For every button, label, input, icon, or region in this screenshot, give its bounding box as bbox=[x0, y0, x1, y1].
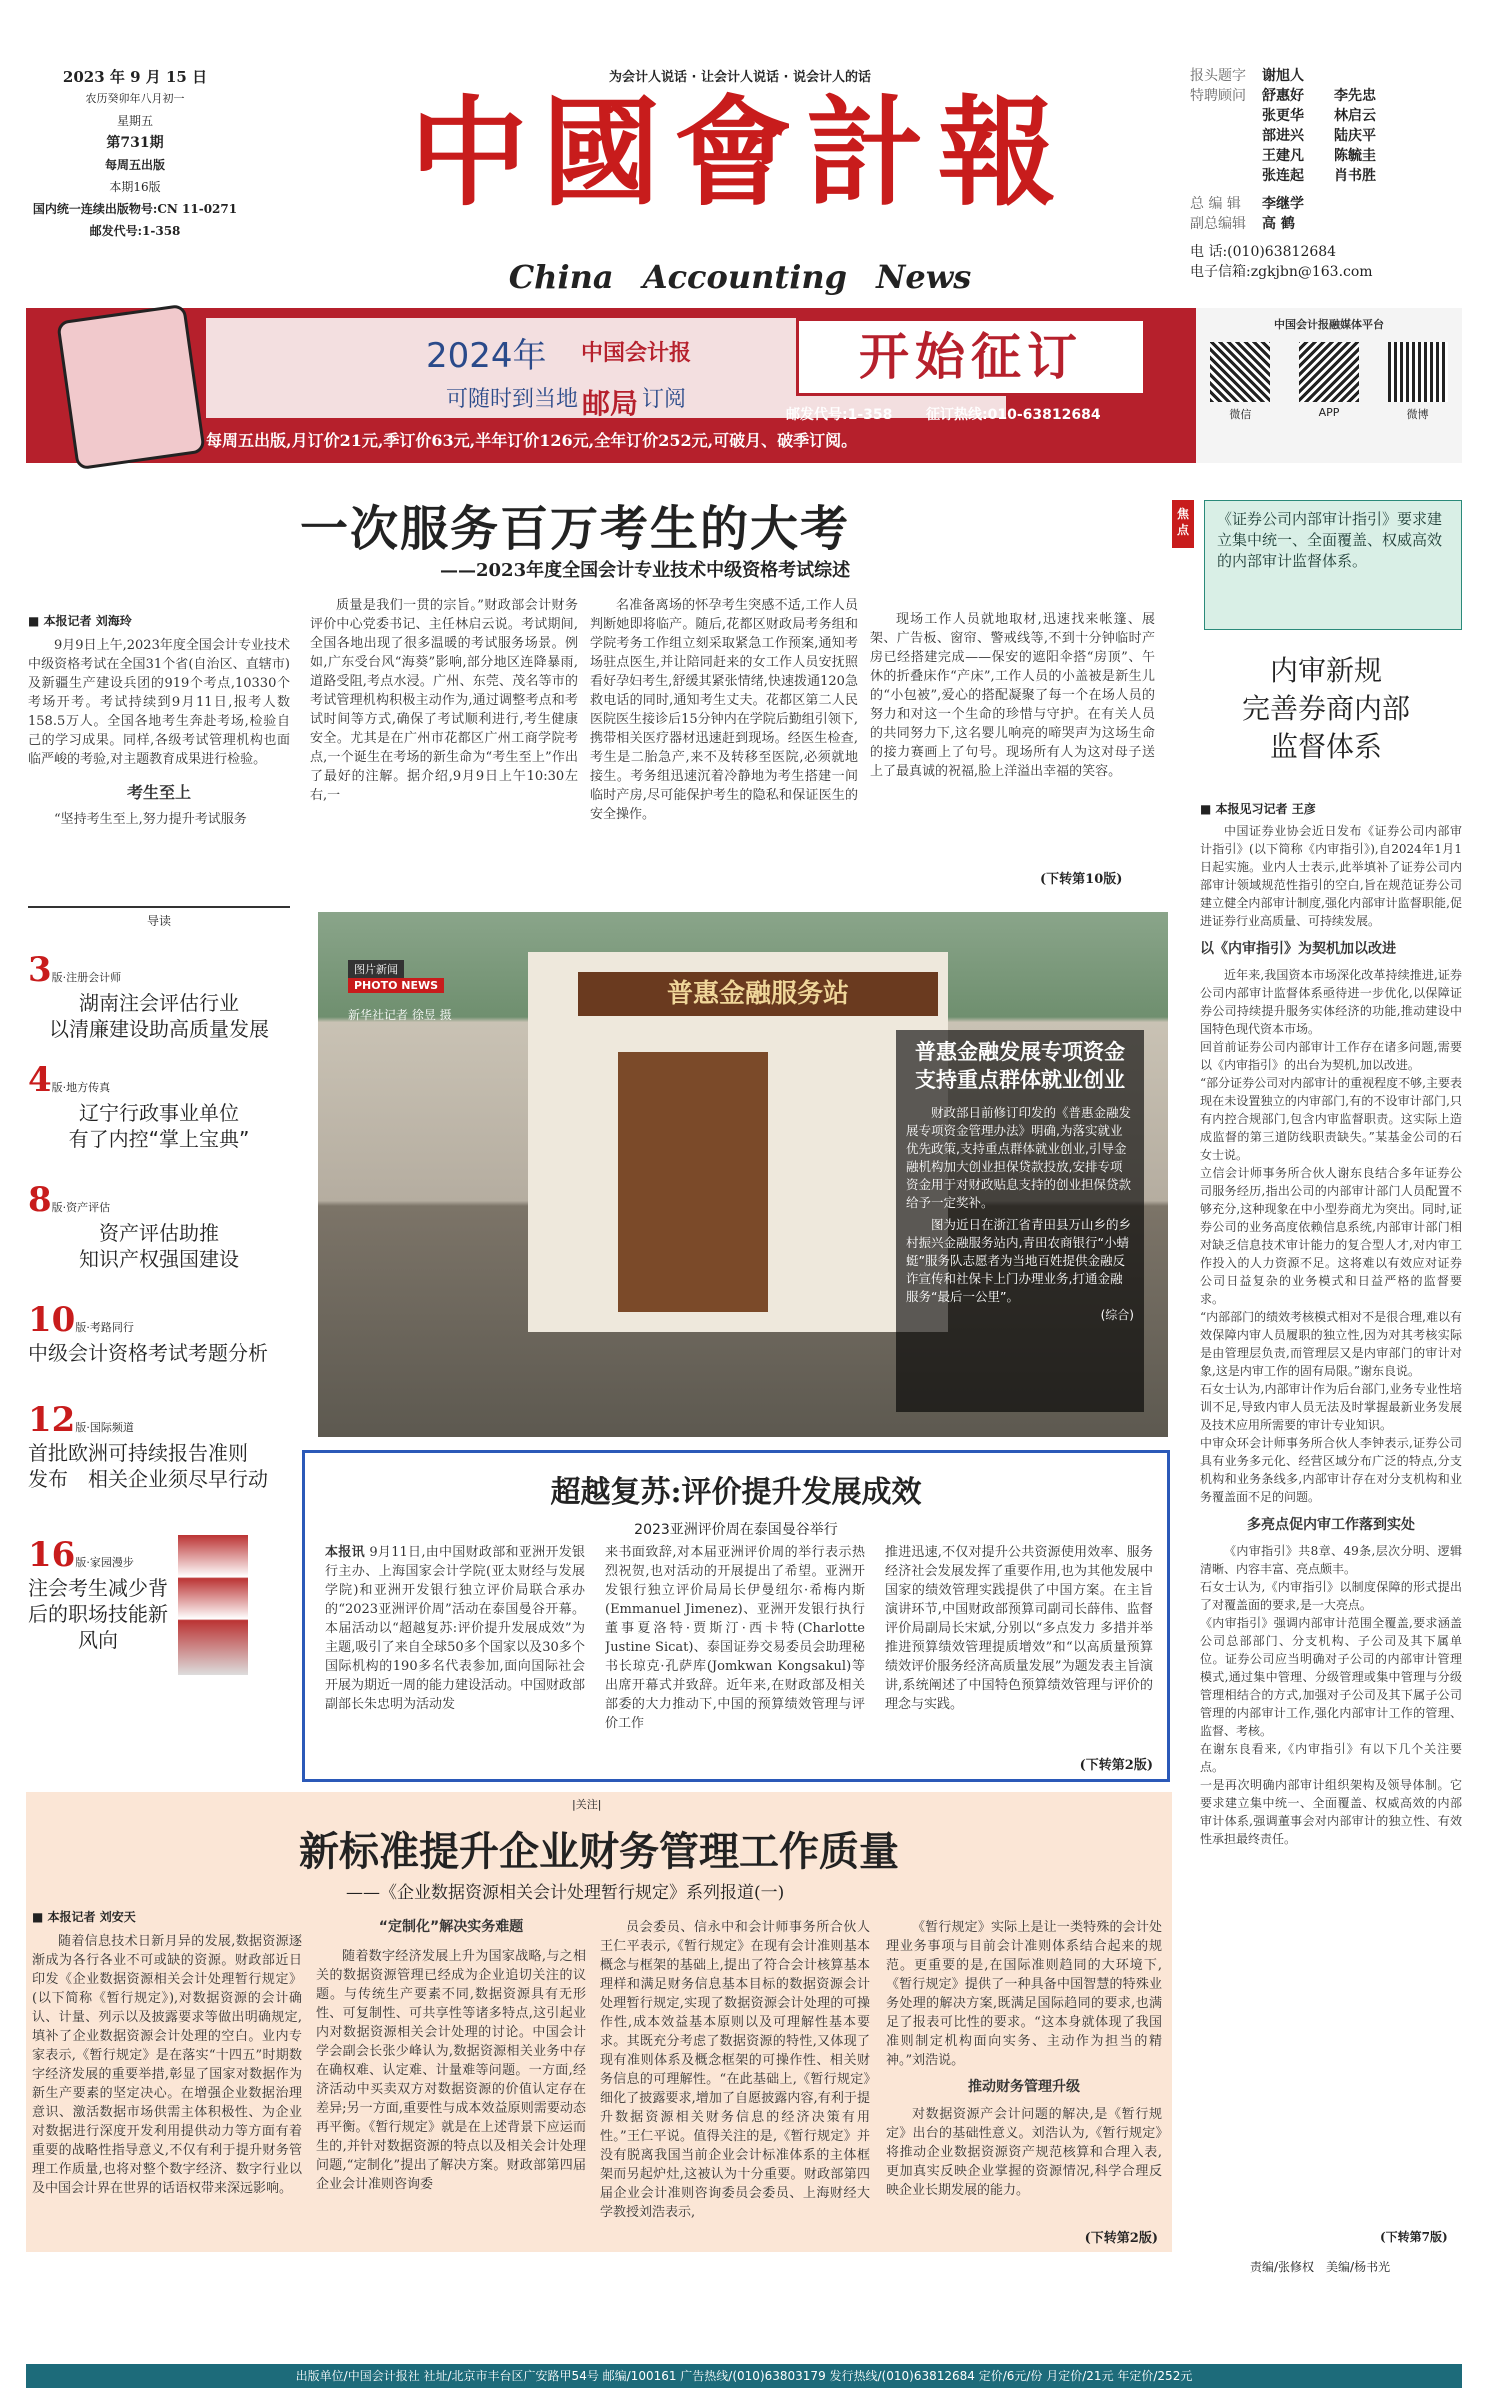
bottom-subhead1: “定制化”解决实务难题 bbox=[378, 1919, 524, 1935]
advisor: 肖书胜 bbox=[1334, 168, 1376, 184]
lead-col2 bbox=[310, 596, 578, 886]
boxed-story bbox=[302, 1450, 1170, 1782]
lunar-date: 农历癸卯年八月初一 bbox=[85, 92, 185, 105]
slogan: 为会计人说话 · 让会计人说话 · 说会计人的话 bbox=[609, 70, 871, 85]
advisors-list bbox=[1262, 86, 1406, 186]
bottom-headline: 新标准提升企业财务管理工作质量 bbox=[299, 1828, 899, 1875]
phone: 电 话:(010)63812684 bbox=[1190, 244, 1337, 260]
photo-body2: 图为近日在浙江省青田县万山乡的乡村振兴金融服务站内,青田农商银行“小蜻蜓”服务队志愿者为当地百姓提供金融反诈宣传和社保卡上门办理业务,打通金融服务“最后一公里”。 bbox=[906, 1217, 1132, 1304]
guide-title: 辽宁行政事业单位 有了内控“掌上宝典” bbox=[68, 1101, 250, 1151]
deputy-name: 高 鹤 bbox=[1262, 216, 1295, 232]
banner-line2c: 订阅 bbox=[642, 387, 687, 412]
lead-col3-text: 名准备离场的怀孕考生突感不适,工作人员判断她即将临产。随后,花都区财政局考务组和学院考务工作组立刻采取紧急工作预案,通知考场驻点医生,并让陪同赶来的女工作人员安抚照看好孕妇考生,舒缓其紧张情绪,快速拨通120急救电话的同时,通知考生丈夫。花都区第二人民医院医生接诊后15分钟内在学院后勤组引领下,携带相关医疗器材迅速赶到现场。经医生检查,考生是二胎急产,来不及转移至医院,必须就地接生。考务组迅速沉着冷静地为考生搭建一间临时产房,尽可能保护考生的隐私和保证医生的安全操作。 bbox=[590, 598, 858, 822]
advisor: 王建凡 bbox=[1262, 148, 1304, 164]
focus-p2: 近年来,我国资本市场深化改革持续推进,证券公司内部审计监督体系亟待进一步优化,以保障证券公司持续提升服务实体经济的功能,推动建设中国特色现代资本市场。 回首前证券公司内部审计工作存在诸多问题,需要以《内审指引》的出台为契机,加以改进。 “部分证券公司对内部审计的重视程度不够,主要表现在未设置独立的内审部门,有的不设审计部门,只有内控合规部门,包含内审监督职责。这实际上造成监督的第三道防线职责缺失。”某基金公司的石女士说。 立信会计师事务所合伙人谢东良结合多年证券公司服务经历,指出公司的内部审计部门人员配置不够充分,这种现象在中小型券商尤为突出。同时,证券公司的业务高度依赖信息系统,内部审计部门相对缺乏信息技术审计能力的复合型人才,对内审工作投入的人力资源不足。这将难以有效应对证券公司日益复杂的业务模式和日益严格的监督要求。 “内部部门的绩效考核模式相对不是很合理,难以有效保障内审人员履职的独立性,因为对其考核实际是由管理层负责,而管理层又是内审部门的审计对象,这是内审工作的固有局限。”谢东良说。 石女士认为,内部审计作为后台部门,业务专业性培训不足,导致内审人员无法及时掌握最新业务发展及技术应用所需要的审计专业知识。 中审众环会计师事务所合伙人李钟表示,证券公司具有业务多元化、经营区域分布广泛的特点,分支机构和业务条线多,内部审计存在对分支机构和业务覆盖面不足的问题。 bbox=[1200, 968, 1462, 1504]
guide-page-num: 10 bbox=[28, 1300, 76, 1340]
bottom-col2-text: 随着数字经济发展上升为国家战略,与之相关的数据资源管理已经成为企业追切关注的议题。与传统生产要素不同,数据资源具有无形性、可复制性、可共享性等诸多特点,这引起业内对数据资源相关会计处理的讨论。中国会计学会副会长张少峰认为,数据资源相关业务中存在确权难、认定难、计量难等问题。一方面,经济活动中买卖双方对数据资源的价值认定存在差异;另一方面,重要性与成本效益原则需要动态再平衡。《暂行规定》就是在上述背景下应运而生的,并针对数据资源的特点以及相关会计处理问题,“定制化”提出了解决方案。财政部第四届企业会计准则咨询委 bbox=[316, 1949, 586, 2192]
bottom-subhead2: 推动财务管理升级 bbox=[968, 2079, 1080, 2095]
guide-page-label: 版·家园漫步 bbox=[75, 1556, 134, 1569]
bottom-col3 bbox=[600, 1918, 870, 2242]
focus-byline: ■ 本报见习记者 王彦 bbox=[1200, 802, 1316, 816]
banner-post: 邮局 bbox=[582, 387, 639, 420]
lead-continue[interactable]: (下转第10版) bbox=[1040, 872, 1123, 887]
lead-col4 bbox=[870, 610, 1155, 870]
lead-col3 bbox=[590, 596, 858, 886]
email: 电子信箱:zgkjbn@163.com bbox=[1190, 264, 1373, 280]
lead-subtitle: ——2023年度全国会计专业技术中级资格考试综述 bbox=[440, 560, 851, 581]
guide-title: 注会考生减少背 后的职场技能新 风向 bbox=[28, 1576, 168, 1652]
guide-page-label: 版·地方传真 bbox=[51, 1081, 111, 1094]
boxed-continue[interactable]: (下转第2版) bbox=[1079, 1758, 1153, 1773]
focus-continue[interactable]: (下转第7版) bbox=[1380, 2230, 1448, 2244]
guide-title: 资产评估助推 知识产权强国建设 bbox=[79, 1221, 239, 1271]
banner-slogan: 开始征订 bbox=[796, 318, 1146, 396]
photo-caption bbox=[896, 1030, 1144, 1412]
guide-title: 首批欧洲可持续报告准则 发布 相关企业须尽早行动 bbox=[28, 1441, 268, 1491]
bottom-col4b-text: 对数据资源产会计问题的解决,是《暂行规定》出台的基础性意义。刘浩认为,《暂行规定》将推动企业数据资源资产规范核算和合理入表,更加真实反映企业掌握的资源情况,科学合理反映企业长期发展的能力。 bbox=[886, 2107, 1162, 2198]
bottom-col1 bbox=[32, 1932, 302, 2242]
advisor: 舒惠好 bbox=[1262, 88, 1304, 104]
focus-teaser: 《证券公司内部审计指引》要求建立集中统一、全面覆盖、权威高效的内部审计监督体系。 bbox=[1217, 510, 1443, 570]
banner-paper: 中国会计报 bbox=[581, 341, 692, 366]
boxed-subtitle: 2023亚洲评价周在泰国曼谷举行 bbox=[634, 1522, 838, 1538]
advisor: 部进兴 bbox=[1262, 128, 1304, 144]
footer-bar: 出版单位/中国会计报社 社址/北京市丰台区广安路甲54号 邮编/100161 广告热线/(010)63803179 发行热线/(010)63812684 定价/6元/份 月定价/21元 年定价/252元 bbox=[26, 2364, 1462, 2388]
subscription-banner[interactable] bbox=[26, 308, 1462, 463]
banner-hotline: 征订热线:010-63812684 bbox=[926, 407, 1101, 423]
guide-item[interactable] bbox=[28, 1300, 290, 1400]
boxed-col2 bbox=[605, 1543, 865, 1775]
guide-page-label: 版·考路同行 bbox=[75, 1321, 134, 1334]
photo-news bbox=[318, 912, 1168, 1437]
qr-label: 微信 bbox=[1229, 408, 1252, 421]
page-count: 本期16版 bbox=[109, 180, 161, 194]
advisors-label: 特聘顾问 bbox=[1190, 88, 1246, 104]
guide-title: 湖南注会评估行业 以清廉建设助高质量发展 bbox=[49, 991, 269, 1041]
guide-item[interactable] bbox=[28, 1180, 290, 1300]
guide-page-num: 16 bbox=[28, 1535, 76, 1575]
boxed-col1-text: 9月11日,由中国财政部和亚洲开发银行主办、上海国家会计学院(亚太财经与发展学院)和亚洲开发银行独立评价局联合承办的“2023亚洲评价周”活动在泰国曼谷开幕。本届活动以“超越复苏:评价提升发展成效”为主题,吸引了来自全球50多个国家以及30多个国际机构的190多名代表参加,面向国际社会开展为期近一周的能力建设活动。中国财政部副部长朱忠明为活动发 bbox=[325, 1545, 585, 1712]
advisor: 张更华 bbox=[1262, 108, 1304, 124]
photo-tag: 图片新闻 bbox=[348, 960, 404, 978]
focus-tag: 焦点 bbox=[1172, 500, 1194, 548]
bottom-subtitle: ——《企业数据资源相关会计处理暂行规定》系列报道(一) bbox=[346, 1883, 785, 1903]
advisor: 张连起 bbox=[1262, 168, 1304, 184]
qr-code-icon bbox=[1299, 342, 1359, 402]
editor-credit: 责编/张修权 美编/杨书光 bbox=[1250, 2260, 1391, 2274]
phone-image bbox=[56, 304, 206, 471]
guide-item[interactable] bbox=[28, 1400, 290, 1535]
bottom-story bbox=[26, 1792, 1172, 2252]
boxed-col2-text: 来书面致辞,对本届亚洲评价周的举行表示热烈祝贺,也对活动的开展提出了希望。亚洲开发银行独立评价局局长伊曼纽尔·希梅内斯(Emmanuel Jimenez)、亚洲开发银行执行董事夏洛特·贾斯汀·西卡特(Charlotte Justine Sicat)、泰国证券交易委员会助理秘书长琼克·孔萨库(Jomkwan Kongsakul)等出席开幕式并致辞。近年来,在财政部及相关部委的大力推动下,中国的预算绩效管理与评价工作 bbox=[605, 1545, 865, 1731]
lead-col1 bbox=[28, 636, 290, 886]
photo-source: (综合) bbox=[1100, 1308, 1134, 1322]
focus-teaser-box bbox=[1204, 500, 1462, 630]
calligraphy-label: 报头题字 bbox=[1190, 68, 1246, 84]
qr-wechat[interactable] bbox=[1210, 342, 1270, 422]
bottom-tag-text: 关注 bbox=[575, 1798, 598, 1811]
guide-item[interactable] bbox=[28, 1060, 290, 1180]
guide-list bbox=[28, 950, 290, 1685]
photo-door bbox=[618, 1052, 768, 1312]
photo-credit: 新华社记者 徐昱 摄 bbox=[348, 1008, 452, 1022]
banner-line2 bbox=[446, 382, 686, 422]
banner-price: 每周五出版,月订价21元,季订价63元,半年订价126元,全年订价252元,可破月、破季订阅。 bbox=[206, 431, 858, 450]
guide-item[interactable] bbox=[28, 1535, 290, 1685]
photo-body: 财政部日前修订印发的《普惠金融发展专项资金管理办法》明确,为落实就业优先政策,支持重点群体就业创业,引导金融机构加大创业担保贷款投放,安排专项资金用于对财政贴息支持的创业担保贷款给予一定奖补。 bbox=[906, 1105, 1132, 1210]
guide-page-num: 4 bbox=[28, 1060, 52, 1100]
lead-col4-text: 现场工作人员就地取材,迅速找来帐篷、展架、广告板、窗帘、警戒线等,不到十分钟临时产房已经搭建完成——保安的遮阳伞搭“房顶”、午休的折叠床作“产床”,工作人员的小盖被是新生儿的“小包被”,爱心的搭配凝聚了每一个在场人员的努力和对这一个生命的珍惜与守护。在有关人员的共同努力下,这名婴儿响亮的啼哭声为这场生命的接力赛画上了句号。现场所有人为这对母子送上了最真诚的祝福,脸上洋溢出幸福的笑容。 bbox=[870, 612, 1155, 779]
bottom-col1-text: 随着信息技术日新月异的发展,数据资源逐渐成为各行各业不可或缺的资源。财政部近日印发《企业数据资源相关会计处理暂行规定》(以下简称《暂行规定》),对数据资源的会计确认、计量、列示以及披露要求等做出明确规定,填补了企业数据资源会计处理的空白。业内专家表示,《暂行规定》是在落实“十四五”时期数字经济发展的重要举措,彰显了国家对数据作为新生产要素的坚定决心。在增强企业数据治理意识、激活数据市场供需主体积极性、为企业对数据进行深度开发利用提供动力等方面有着重要的战略性指导意义,不仅有利于提升财务管理工作质量,也将对整个数字经济、数字行业以及中国会计界在世界的话语权带来深远影响。 bbox=[32, 1934, 302, 2196]
guide-title: 中级会计资格考试考题分析 bbox=[28, 1341, 268, 1365]
masthead-info bbox=[30, 66, 240, 242]
focus-headline: 内审新规 完善券商内部 监督体系 bbox=[1241, 654, 1410, 763]
boxed-byline: 本报讯 bbox=[325, 1545, 365, 1560]
lead-col2-text: 质量是我们一贯的宗旨。”财政部会计财务评价中心党委书记、主任林启云说。考试期间,全国各地出现了很多温暖的考试服务场景。例如,广东受台风“海葵”影响,部分地区连降暴雨,道路受阻,考点水浸。广州、东莞、茂名等市的考试管理机构积极主动作为,通过调整考点和考试时间等方式,确保了考试顺利进行,考生健康安全。尤其是在广州市花都区广州工商学院考点,一个诞生在考场的新生命为“考生至上”作出了最好的注解。据介绍,9月9日上午10:30左右,一 bbox=[310, 598, 578, 803]
boxed-col3-text: 推进迅速,不仅对提升公共资源使用效率、服务经济社会发展发挥了重要作用,也为其他发展中国家的绩效管理实践提供了中国方案。在主旨演讲环节,中国财政部预算司副司长薛伟、监督评价局副局长宋斌,分别以“多点发力 多措并举 推进预算绩效管理提质增效”和“以高质量预算绩效评价服务经济高质量发展”为题发表主旨演讲,系统阐述了中国特色预算绩效管理与评价的理念与实践。 bbox=[885, 1545, 1153, 1712]
lead-col1b-text: “坚持考生至上,努力提升考试服务 bbox=[54, 812, 247, 827]
guide-page-num: 12 bbox=[28, 1400, 76, 1440]
bottom-col4 bbox=[886, 1918, 1162, 2224]
guide-section bbox=[28, 906, 290, 939]
chief-name: 李继学 bbox=[1262, 196, 1304, 212]
qr-app[interactable] bbox=[1299, 342, 1359, 422]
focus-p3: 《内审指引》共8章、49条,层次分明、逻辑清晰、内容丰富、亮点颇丰。 石女士认为,《内审指引》以制度保障的形式提出了对覆盖面的要求,是一大亮点。 《内审指引》强调内部审计范围全覆盖,要求涵盖公司总部部门、分支机构、子公司及其下属单位。证券公司应当明确对子公司的内部审计管理模式,通过集中管理、分级管理或集中管理与分级管理相结合的方式,加强对子公司及其下属子公司管理的内部审计工作,强化内部审计工作的管理、监督、考核。 在谢东良看来,《内审指引》有以下几个关注要点。 一是再次明确内部审计组织架构及领导体制。它要求建立集中统一、全面覆盖、权威高效的内部审计体系,强调董事会对内部审计的独立性、有效性承担最终责任。 bbox=[1200, 1544, 1462, 1846]
qr-weibo[interactable] bbox=[1388, 342, 1448, 422]
issue-number: 第731期 bbox=[106, 135, 164, 151]
advisor: 陈毓圭 bbox=[1334, 148, 1376, 164]
lead-subhead: 考生至上 bbox=[126, 783, 191, 802]
guide-page-num: 8 bbox=[28, 1180, 52, 1220]
banner-postal: 邮发代号:1-358 bbox=[786, 407, 893, 423]
calligraphy-name: 谢旭人 bbox=[1262, 68, 1304, 84]
media-title: 中国会计报融媒体平台 bbox=[1274, 318, 1384, 331]
issue-date: 2023 年 9 月 15 日 bbox=[62, 68, 208, 86]
boxed-headline: 超越复苏:评价提升发展成效 bbox=[550, 1475, 922, 1510]
qr-label: 微博 bbox=[1406, 408, 1429, 421]
banner-year: 2024年 bbox=[426, 336, 547, 376]
deputy-label: 副总编辑 bbox=[1190, 216, 1246, 232]
chief-label: 总 编 辑 bbox=[1190, 196, 1241, 212]
lead-headline: 一次服务百万考生的大考 bbox=[300, 501, 851, 557]
guide-item[interactable] bbox=[28, 950, 290, 1060]
focus-subhead2: 多亮点促内审工作落到实处 bbox=[1247, 1517, 1415, 1533]
advisor: 李先忠 bbox=[1334, 88, 1376, 104]
guide-page-label: 版·资产评估 bbox=[51, 1201, 111, 1214]
lead-byline: ■ 本报记者 刘海玲 bbox=[28, 614, 132, 628]
guide-page-label: 版·国际频道 bbox=[75, 1421, 134, 1434]
guide-header: 导读 bbox=[146, 914, 171, 928]
staff-box bbox=[1190, 66, 1460, 282]
lead-col1-text: 9月9日上午,2023年度全国会计专业技术中级资格考试在全国31个省(自治区、直辖市)及新疆生产建设兵团的919个考点,10330个考场开考。考试持续到9月11日,报考人数158.5万人。全国各地考生奔赴考场,检验自己的学习成果。同样,各级考试管理机构也面临严峻的考验,对主题教育成果进行检验。 bbox=[28, 638, 290, 767]
advisor: 林启云 bbox=[1334, 108, 1376, 124]
bottom-tag: |关注| bbox=[572, 1798, 602, 1811]
focus-p1: 中国证券业协会近日发布《证券公司内部审计指引》(以下简称《内审指引》),自2024年1月1日起实施。业内人士表示,此举填补了证券公司内部审计领域规范性指引的空白,旨在规范证券公司建立健全内部审计制度,强化内部审计监督职能,促进证券行业高质量、可持续发展。 bbox=[1200, 824, 1462, 928]
weekday: 星期五 bbox=[116, 114, 153, 128]
bottom-col4-text: 《暂行规定》实际上是让一类特殊的会计处理业务事项与目前会计准则体系结合起来的规范。更重要的是,在国际准则趋同的大环境下,《暂行规定》提供了一种具备中国智慧的特殊业务处理的解决方案,既满足国际趋同的要求,也满足了报表可比性的要求。“这本身就体现了我国准则制定机构面向实务、主动作为担当的精神。”刘浩说。 bbox=[886, 1920, 1162, 2068]
schedule: 每周五出版 bbox=[104, 158, 165, 172]
lead-byline-text: 本报记者 刘海玲 bbox=[43, 614, 132, 628]
qr-code-icon bbox=[1388, 342, 1448, 402]
paper-title: 中國會計報 bbox=[409, 83, 1070, 222]
focus-byline-text: 本报见习记者 王彦 bbox=[1215, 802, 1316, 816]
postal-code: 邮发代号:1-358 bbox=[89, 224, 181, 238]
boxed-col3 bbox=[885, 1543, 1153, 1753]
bottom-continue[interactable]: (下转第2版) bbox=[1084, 2231, 1158, 2246]
photo-headline: 普惠金融发展专项资金支持重点群体就业创业 bbox=[915, 1040, 1125, 1092]
bottom-byline: ■ 本报记者 刘安天 bbox=[32, 1910, 136, 1924]
qr-label: APP bbox=[1318, 406, 1340, 419]
bottom-col3-text: 员会委员、信永中和会计师事务所合伙人王仁平表示,《暂行规定》在现有会计准则基本概念与框架的基础上,提出了符合会计核算基本理样和满足财务信息基本目标的数据资源会计处理暂行规定,实现了数据资源会计处理的可操作性,成本效益基本原则以及可理解性基本要求。其既充分考虑了数据资源的特性,又体现了现有准则体系及概念框架的可操作性、相关财务信息的可理解性。“在此基础上,《暂行规定》细化了披露要求,增加了自愿披露内容,有利于提升数据资源相关财务信息的经济决策有用性。”王仁平说。值得关注的是,《暂行规定》并没有脱离我国当前企业会计标准体系的主体框架而另起炉灶,这被认为十分重要。财政部第四届企业会计准则咨询委员会委员、上海财经大学教授刘浩表示, bbox=[600, 1920, 870, 2220]
focus-subhead1: 以《内审指引》为契机加以改进 bbox=[1200, 941, 1396, 957]
photo-sign: 普惠金融服务站 bbox=[578, 972, 938, 1016]
qr-codes bbox=[1196, 342, 1462, 422]
focus-body bbox=[1200, 822, 1462, 2254]
advisor: 陆庆平 bbox=[1334, 128, 1376, 144]
paper-title-en: China Accounting News bbox=[508, 258, 972, 296]
bottom-byline-text: 本报记者 刘安天 bbox=[47, 1910, 136, 1924]
qr-code-icon bbox=[1210, 342, 1270, 402]
media-panel bbox=[1196, 308, 1462, 463]
guide-page-label: 版·注册会计师 bbox=[51, 971, 122, 984]
guide-page-num: 3 bbox=[28, 950, 52, 990]
banner-line2a: 可随时到当地 bbox=[446, 387, 579, 412]
bottom-col2 bbox=[316, 1918, 586, 2242]
cn-number: 国内统一连续出版物号:CN 11-0271 bbox=[32, 202, 238, 216]
photo-tag-en: PHOTO NEWS bbox=[348, 978, 444, 993]
boxed-col1 bbox=[325, 1543, 585, 1775]
